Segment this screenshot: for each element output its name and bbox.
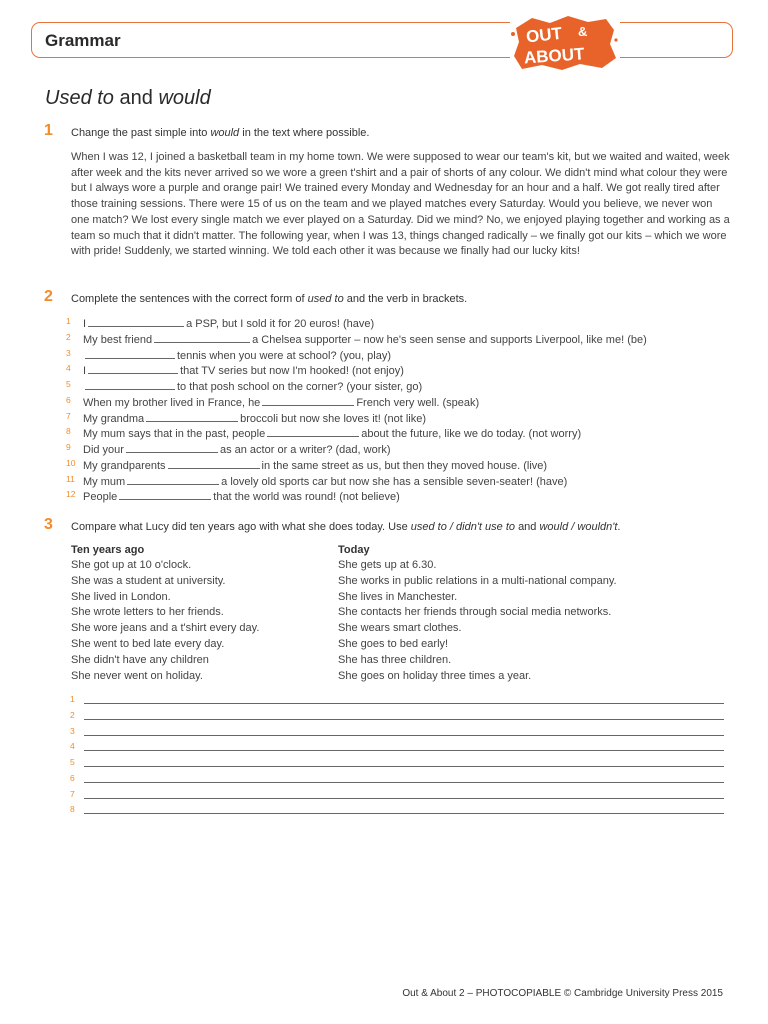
answer-line-number: 2 — [70, 709, 75, 720]
answer-blank[interactable] — [119, 488, 211, 500]
column-heading-today: Today — [338, 544, 370, 556]
answer-line-number: 4 — [70, 741, 75, 752]
answer-line[interactable] — [66, 724, 726, 740]
answer-rule — [84, 719, 724, 720]
sentence-before: I — [83, 318, 87, 330]
sentence-number: 9 — [66, 442, 71, 452]
answer-rule — [84, 703, 724, 704]
exercise-1-passage: When I was 12, I joined a basketball team in my home town. We were supposed to wear our team's kit, but we waited and waited, week after week and the kits never arrived so we wore a green t'shirt and a pair of shorts of any colour. We didn't mind what colour they were but I always wore a purple and orange pair! We trained every Monday and Wednesday for an hour and a half. We got really tired after those training sessions. There were 15 of us on the team and we played matches every Saturday. Would you believe, we never won one match? We lost every single match we ever played on a Saturday. Did we mind? No, we enjoyed playing together and working as a team so much that it didn't matter. The following year, when I was 13, things changed radically – we finally got our kits – which we wore with pride! Suddenly, we started winning. We told each other it was because we finally had our lucky kits! — [71, 151, 730, 258]
logo-ampersand: & — [578, 24, 588, 39]
title-used-to: Used to — [45, 87, 114, 109]
sentence-before: My mum says that in the past, people — [83, 428, 266, 441]
sentence-number: 4 — [66, 363, 71, 374]
sentence-number: 5 — [66, 379, 71, 389]
answer-line-number: 3 — [70, 725, 75, 736]
answer-line[interactable] — [66, 802, 726, 818]
sentence-item — [66, 378, 726, 394]
answer-blank[interactable] — [154, 331, 250, 343]
answer-line[interactable] — [66, 771, 726, 787]
ex3-instr-after: . — [617, 521, 621, 533]
sentence-item — [66, 441, 726, 457]
answer-lines — [66, 692, 726, 818]
exercise-1-instruction — [71, 127, 369, 139]
sentence-after: as an actor or a writer? (dad, work) — [219, 444, 391, 456]
answer-line-number: 7 — [70, 788, 75, 799]
sentence-before: People — [83, 491, 118, 504]
sentence-after: broccoli but now she loves it! (not like) — [240, 412, 427, 425]
list-item: She didn't have any children — [71, 653, 209, 666]
answer-blank[interactable] — [88, 362, 178, 374]
answer-blank[interactable] — [262, 394, 354, 406]
ten-years-ago-list — [71, 559, 331, 685]
list-item: She wears smart clothes. — [338, 622, 462, 635]
answer-blank[interactable] — [127, 473, 219, 485]
sentence-item — [66, 425, 726, 441]
sentence-after: French very well. (speak) — [356, 396, 480, 409]
answer-line[interactable] — [66, 787, 726, 803]
sentence-number: 1 — [66, 316, 71, 326]
sentence-item — [66, 362, 726, 378]
sentence-after: to that posh school on the corner? (your sister, go) — [177, 381, 423, 393]
answer-blank[interactable] — [267, 425, 359, 437]
ex1-instr-before: Change the past simple into — [71, 127, 208, 139]
list-item: She gets up at 6.30. — [338, 559, 437, 571]
sentence-before: Did your — [83, 444, 124, 456]
sentence-before: When my brother lived in France, he — [83, 396, 261, 409]
footer-copyright: Out & About 2 – PHOTOCOPIABLE © Cambridge University Press 2015 — [402, 988, 723, 999]
sentence-item — [66, 331, 726, 347]
sentence-number: 10 — [66, 457, 76, 468]
sentence-before: My best friend — [83, 333, 153, 346]
answer-rule — [84, 782, 724, 783]
sentence-after: about the future, like we do today. (not worry) — [361, 428, 582, 441]
answer-line[interactable] — [66, 708, 726, 724]
answer-line-number: 5 — [70, 757, 75, 767]
sentence-number: 2 — [66, 331, 71, 342]
sentence-item — [66, 394, 726, 410]
exercise-1-number: 1 — [44, 122, 53, 139]
sentence-item — [66, 410, 726, 426]
answer-rule — [84, 798, 724, 799]
ex1-instr-after: in the text where possible. — [242, 127, 370, 139]
list-item: She was a student at university. — [71, 574, 226, 587]
sentence-after: that TV series but now I'm hooked! (not enjoy) — [180, 365, 404, 378]
logo-word-out: OUT — [525, 23, 563, 47]
ex3-instr-em2: would / wouldn't — [539, 521, 618, 533]
sentence-after: in the same street as us, but then they moved house. (live) — [261, 459, 548, 472]
answer-line[interactable] — [66, 755, 726, 771]
sentence-item — [66, 473, 726, 489]
answer-rule — [84, 766, 724, 767]
answer-blank[interactable] — [85, 378, 175, 390]
sentence-number: 11 — [66, 473, 75, 484]
list-item: She wore jeans and a t'shirt every day. — [71, 622, 260, 635]
sentence-number: 7 — [66, 410, 71, 421]
column-heading-ten-years-ago: Ten years ago — [71, 544, 145, 556]
list-item: She contacts her friends through social media networks. — [338, 606, 612, 619]
sentence-item — [66, 347, 726, 363]
exercise-2-instruction — [71, 293, 467, 305]
sentence-after: a PSP, but I sold it for 20 euros! (have) — [186, 318, 375, 330]
list-item: She wrote letters to her friends. — [71, 606, 224, 619]
list-item: She has three children. — [338, 653, 452, 666]
exercise-2-sentences — [66, 315, 726, 504]
list-item: She got up at 10 o'clock. — [71, 559, 192, 571]
logo-word-about: ABOUT — [523, 44, 586, 68]
sentence-after: that the world was round! (not believe) — [213, 491, 400, 504]
sentence-number: 8 — [66, 426, 71, 437]
sentence-before: I — [83, 365, 87, 378]
header-title: Grammar — [45, 31, 121, 50]
list-item: She went to bed late every day. — [71, 637, 225, 650]
answer-rule — [84, 813, 724, 814]
sentence-item — [66, 457, 726, 473]
ex3-instr-mid: and — [518, 521, 537, 533]
sentence-number: 3 — [66, 347, 71, 358]
answer-blank[interactable] — [126, 441, 218, 453]
answer-line[interactable] — [66, 739, 726, 755]
sentence-number: 12 — [66, 489, 76, 500]
ex2-instr-before: Complete the sentences with the correct form of — [71, 293, 305, 305]
sentence-before: My grandparents — [83, 459, 166, 472]
list-item: She lives in Manchester. — [338, 590, 458, 603]
answer-blank[interactable] — [85, 347, 175, 359]
ex3-instr-before: Compare what Lucy did ten years ago with what she does today. Use — [71, 521, 408, 533]
sentence-item — [66, 488, 726, 504]
title-and: and — [119, 87, 153, 109]
answer-rule — [84, 735, 724, 736]
ex1-instr-em: would — [210, 127, 240, 139]
sentence-after: a lovely old sports car but now she has a sensible seven-seater! (have) — [221, 475, 568, 488]
title-would: would — [158, 87, 211, 109]
header-bar — [31, 22, 733, 58]
sentence-after: a Chelsea supporter – now he's seen sense and supports Liverpool, like me! (be) — [252, 333, 647, 346]
page-title — [45, 87, 211, 110]
ex3-instr-em1: used to / didn't use to — [410, 521, 515, 533]
answer-rule — [84, 750, 724, 751]
answer-line-number: 6 — [70, 772, 75, 783]
list-item: She goes to bed early! — [338, 637, 449, 650]
answer-blank[interactable] — [168, 457, 260, 469]
exercise-3-number: 3 — [44, 516, 53, 533]
list-item: She works in public relations in a multi-national company. — [338, 574, 617, 587]
answer-line[interactable] — [66, 692, 726, 708]
sentence-before: My grandma — [83, 412, 145, 425]
exercise-3-instruction — [71, 521, 620, 533]
today-list — [338, 559, 728, 685]
list-item: She never went on holiday. — [71, 669, 203, 682]
sentence-before: My mum — [83, 475, 126, 488]
answer-line-number: 8 — [70, 804, 75, 815]
list-item: She goes on holiday three times a year. — [338, 669, 532, 682]
ex2-instr-after: and the verb in brackets. — [346, 293, 468, 305]
sentence-after: tennis when you were at school? (you, play) — [177, 349, 392, 362]
exercise-2-number: 2 — [44, 288, 53, 305]
ex2-instr-em: used to — [307, 293, 344, 305]
out-and-about-logo — [510, 14, 620, 72]
answer-blank[interactable] — [146, 410, 238, 422]
answer-line-number: 1 — [70, 694, 75, 704]
sentence-number: 6 — [66, 394, 71, 405]
list-item: She lived in London. — [71, 590, 171, 603]
answer-blank[interactable] — [88, 315, 184, 327]
sentence-item — [66, 315, 726, 331]
